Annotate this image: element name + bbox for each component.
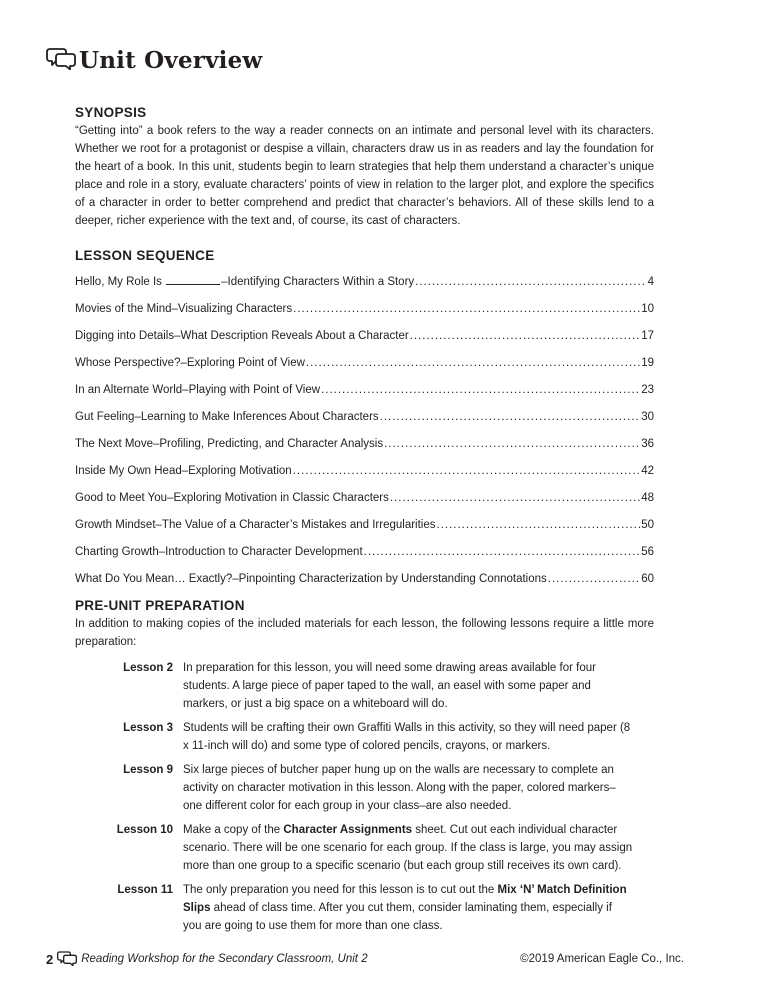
toc-page-number: 4 [647,276,654,288]
preparation-lesson-label: Lesson 2 [123,662,173,674]
toc-page-number: 36 [641,438,654,450]
toc-item [75,408,654,426]
preparation-lesson-label: Lesson 3 [123,722,173,734]
toc-page-number: 30 [641,411,654,423]
toc-title [75,489,389,507]
synopsis-heading: SYNOPSIS [75,105,147,120]
toc-title-text: Movies of the Mind–Visualizing Characters [75,303,293,315]
page-title-text: Unit Overview [79,46,263,74]
toc-title [75,327,409,345]
toc-item [75,543,654,561]
toc-title [75,354,305,372]
dot-leader [548,570,640,588]
material-name: Character Assignments [283,824,413,836]
toc-item [75,381,654,399]
dot-leader [384,435,640,453]
preparation-text-part: In preparation for this lesson, you will need some drawing areas available for four students. A large piece of paper taped to the wall, an easel with some paper and markers, or just a big space on a whiteboard will do. [183,662,596,710]
preparation-list [75,659,654,935]
content [75,104,654,941]
toc-title-text: Hello, My Role Is [75,276,162,288]
toc-title [75,462,292,480]
toc-item [75,435,654,453]
dot-leader [415,273,646,291]
material-name: Mix ‘N’ Match Definition Slips [183,884,627,914]
lesson-sequence-heading: LESSON SEQUENCE [75,248,215,263]
preparation-item [75,659,654,713]
toc-title-text: Inside My Own Head–Exploring Motivation [75,465,292,477]
toc-title [75,381,320,399]
preparation-text [183,761,633,815]
copyright: ©2019 American Eagle Co., Inc. [520,953,684,965]
toc-page-number: 10 [641,303,654,315]
speech-bubbles-icon [46,46,76,75]
toc-page-number: 17 [641,330,654,342]
toc-title-text: Whose Perspective?–Exploring Point of View [75,357,305,369]
toc-title-text: The Next Move–Profiling, Predicting, and Character Analysis [75,438,384,450]
synopsis-text: “Getting into” a book refers to the way a reader connects on an intimate and personal level with its characters. Whether we root for a protagonist or despise a villain, characters draw us in as readers and lay the foundation for the heart of a book. In this unit, students begin to learn strategies that help them understand a character’s unique place and role in a story, evaluate characters’ points of view in relation to the larger plot, and explore the specifics of a character in order to better comprehend and predict that character’s behaviors. All of these skills lend to a deeper, richer experience with the text and, of course, its cast of characters. [75,125,654,227]
toc-page-number: 19 [641,357,654,369]
toc-item [75,327,654,345]
toc-title-text: Good to Meet You–Exploring Motivation in Classic Characters [75,492,389,504]
page-title [46,42,262,78]
preparation-text-part: sheet. Cut out each individual character scenario. There will be one scenario for each group. If the class is large, you may assign more than one group to a specific scenario (but each group still receives its own card). [183,824,633,872]
toc-title [75,408,379,426]
toc-page-number: 48 [641,492,654,504]
toc-title [75,516,436,534]
toc-title [75,570,547,588]
dot-leader [293,462,641,480]
page-number: 2 [46,951,54,967]
dot-leader [364,543,641,561]
dot-leader [390,489,640,507]
toc-item [75,462,654,480]
dot-leader [380,408,641,426]
toc-title [75,435,383,453]
toc-title-text: Gut Feeling–Learning to Make Inferences About Characters [75,411,379,423]
toc-item [75,300,654,318]
preparation-lesson-label: Lesson 11 [117,884,173,896]
preparation-text [183,659,633,713]
preparation-text-part: Six large pieces of butcher paper hung up on the walls are necessary to complete an activity on character motivation in this lesson. Along with the paper, colored markers–one different color for each group in your class–are also needed. [183,764,616,812]
toc-title-text: Digging into Details–What Description Reveals About a Character [75,330,409,342]
toc-title [75,273,414,291]
preparation-heading: PRE-UNIT PREPARATION [75,598,245,613]
page-footer [46,949,684,969]
preparation-lesson-label: Lesson 9 [123,764,173,776]
preparation-text-part: ahead of class time. After you cut them, consider laminating them, especially if you are going to use them for more than one class. [183,902,612,932]
toc-page-number: 23 [641,384,654,396]
preparation-intro: In addition to making copies of the included materials for each lesson, the following lessons require a little more preparation: [75,618,654,648]
toc-item [75,354,654,372]
toc-item [75,570,654,588]
toc-title-text: In an Alternate World–Playing with Point of View [75,384,321,396]
toc-title-text: What Do You Mean… Exactly?–Pinpointing Characterization by Understanding Connotations [75,573,547,585]
dot-leader [321,381,640,399]
toc-page-number: 50 [641,519,654,531]
preparation-text [183,719,633,755]
toc-title-suffix: –Identifying Characters Within a Story [221,276,415,288]
dot-leader [306,354,640,372]
toc-title [75,300,292,318]
toc-page-number: 60 [641,573,654,585]
preparation-lesson-label: Lesson 10 [116,824,173,836]
preparation-item [75,719,654,755]
preparation-item [75,821,654,875]
dot-leader [293,300,640,318]
publication-title: Reading Workshop for the Secondary Classroom, Unit 2 [81,953,368,965]
toc-item [75,273,654,291]
preparation-text-part: The only preparation you need for this lesson is to cut out the [183,884,498,896]
dot-leader [410,327,641,345]
preparation-text [183,821,633,875]
fill-in-blank [166,273,220,285]
toc-item [75,516,654,534]
toc-title-text: Charting Growth–Introduction to Character Development [75,546,363,558]
toc-page-number: 56 [641,546,654,558]
toc-page-number: 42 [641,465,654,477]
dot-leader [437,516,641,534]
preparation-text-part: Students will be crafting their own Graffiti Walls in this activity, so they will need paper (8 x 11-inch will do) and some type of colored pencils, crayons, or markers. [183,722,631,752]
preparation-item [75,761,654,815]
preparation-text-part: Make a copy of the [183,824,284,836]
preparation-text [183,881,633,935]
preparation-item [75,881,654,935]
lesson-sequence-list [75,273,654,588]
toc-item [75,489,654,507]
speech-bubbles-icon [57,950,77,969]
toc-title [75,543,363,561]
toc-title-text: Growth Mindset–The Value of a Character’s Mistakes and Irregularities [75,519,436,531]
